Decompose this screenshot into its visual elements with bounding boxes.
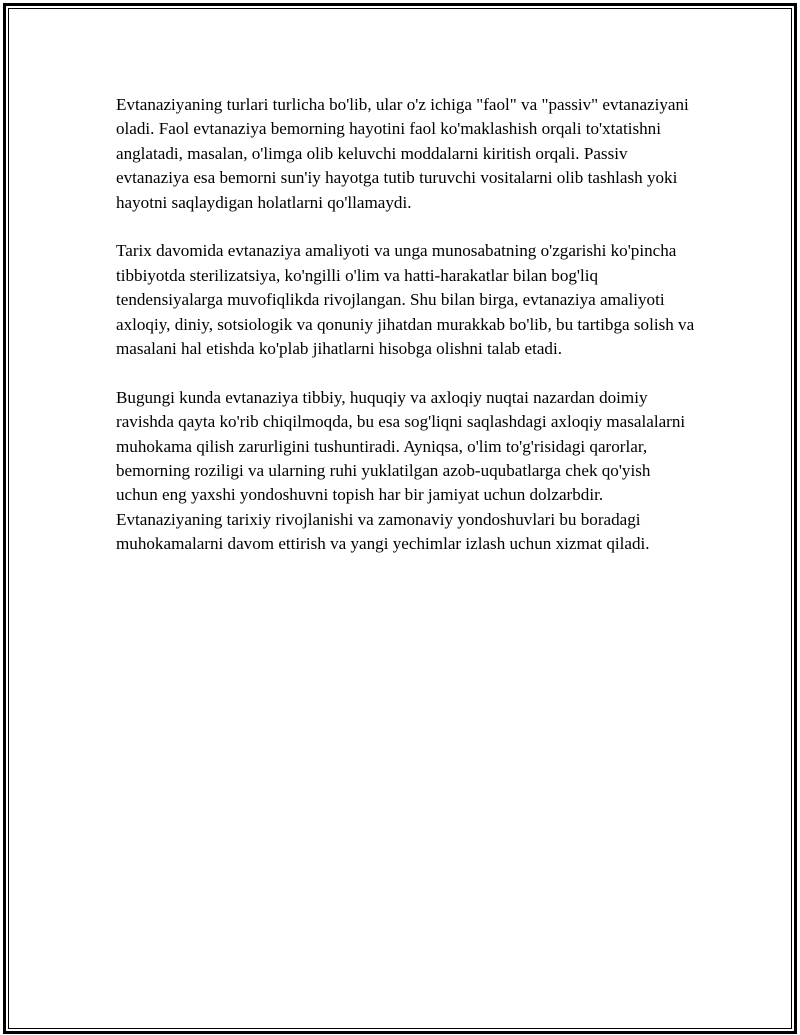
paragraph-euthanasia-today: Bugungi kunda evtanaziya tibbiy, huquqiy va axloqiy nuqtai nazardan doimiy ravishda qayta ko'rib chiqilmoqda, bu esa sog'liqni saqlashdagi axloqiy masalalarni muhokama qilish zarurligini tushuntiradi. Ayniqsa, o'lim to'g'risidagi qarorlar, bemorning roziligi va ularning ruhi yuklatilgan azob-uqubatlarga chek qo'yish uchun eng yaxshi yondoshuvni topish har bir jamiyat uchun dolzarbdir. Evtanaziyaning tarixiy rivojlanishi va zamonaviy yondoshuvlari bu boradagi muhokamalarni davom ettirish va yangi yechimlar izlash uchun xizmat qiladi. [116, 387, 686, 554]
document-body [116, 93, 696, 581]
paragraph-euthanasia-types: Evtanaziyaning turlari turlicha bo'lib, ular o'z ichiga "faol" va "passiv" evtanaziyani oladi. Faol evtanaziya bemorning hayotini faol ko'maklashish orqali to'xtatishni anglatadi, masalan, o'limga olib keluvchi moddalarni kiritish orqali. Passiv evtanaziya esa bemorni sun'iy hayotga tutib turuvchi vositalarni olib tashlash yoki hayotni saqlaydigan holatlarni qo'llamaydi. [116, 95, 689, 212]
paragraph-euthanasia-history: Tarix davomida evtanaziya amaliyoti va unga munosabatning o'zgarishi ko'pincha tibbiyotda sterilizatsiya, ko'ngilli o'lim va hatti-harakatlar bilan bog'liq tendensiyalarga muvofiqlikda rivojlangan. Shu bilan birga, evtanaziya amaliyoti axloqiy, diniy, sotsiologik va qonuniy jihatdan murakkab bo'lib, bu tartibga solish va masalani hal etishda ko'plab jihatlarni hisobga olishni talab etadi. [116, 241, 695, 359]
